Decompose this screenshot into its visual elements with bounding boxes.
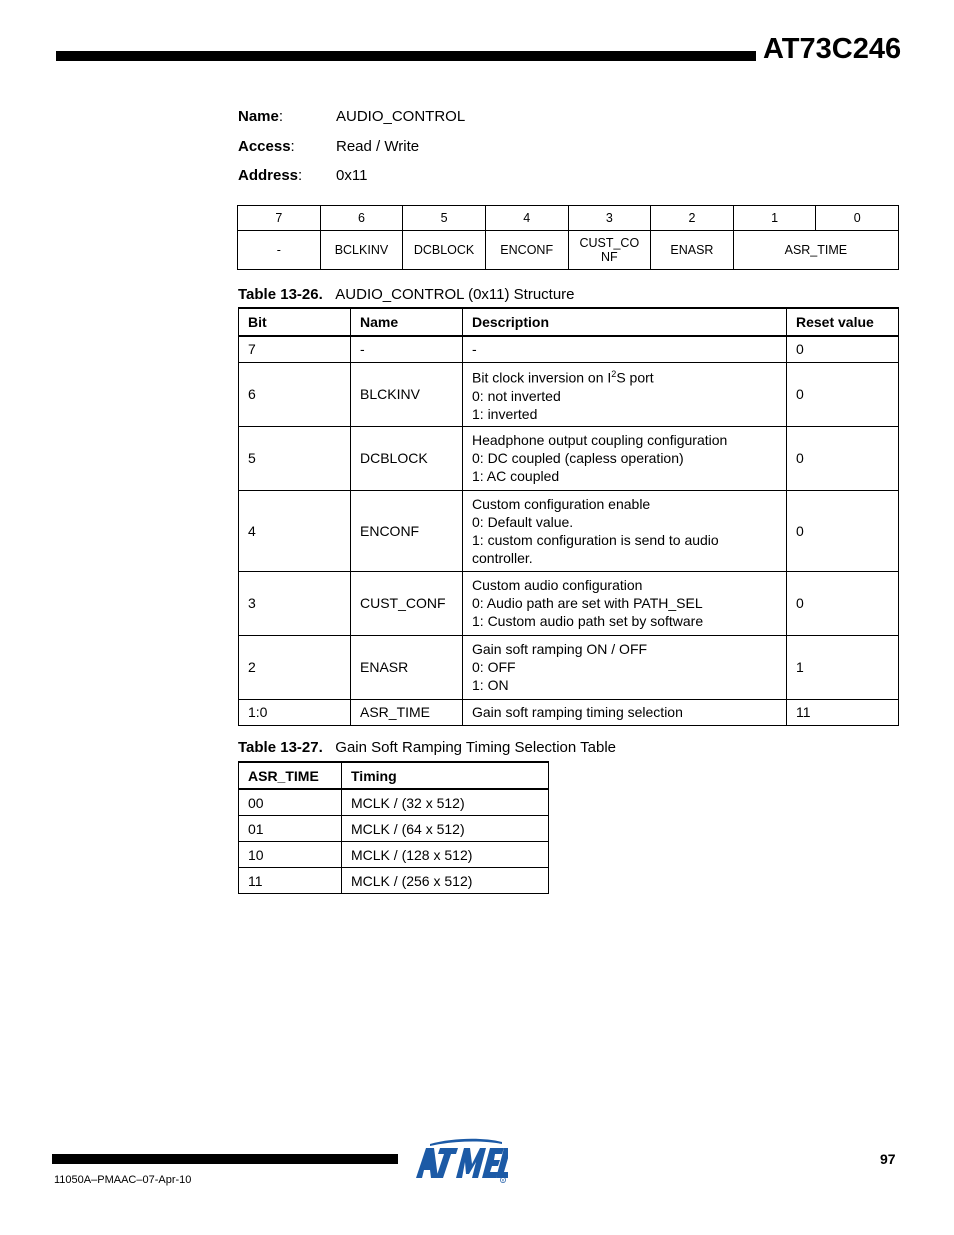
table-row — [239, 635, 899, 699]
bit-cell: 6 — [239, 362, 351, 426]
bit-cell: 4 — [239, 490, 351, 571]
name-cell: DCBLOCK — [351, 426, 463, 490]
description-line: 0: OFF — [472, 659, 516, 675]
bit-field: ENASR — [651, 231, 734, 270]
bit-cell: 7 — [239, 336, 351, 362]
table-title: Gain Soft Ramping Timing Selection Table — [335, 739, 616, 756]
table-caption — [238, 739, 616, 756]
bit-number: 5 — [403, 206, 486, 231]
table-row — [239, 699, 899, 725]
register-structure-table — [238, 307, 899, 726]
timing-cell: MCLK / (32 x 512) — [342, 789, 549, 816]
name-cell: ASR_TIME — [351, 699, 463, 725]
table-caption — [238, 286, 575, 303]
bit-number: 1 — [733, 206, 816, 231]
bit-field: - — [238, 231, 321, 270]
description-line: Gain soft ramping ON / OFF — [472, 641, 648, 657]
table-row — [239, 362, 899, 426]
code-cell: 10 — [239, 842, 342, 868]
table-row — [239, 868, 549, 894]
name-cell: ENASR — [351, 635, 463, 699]
description-cell — [463, 426, 787, 490]
header-rule — [56, 51, 756, 61]
bit-cell: 1:0 — [239, 699, 351, 725]
description-line: 1: Custom audio path set by software — [472, 613, 704, 629]
reset-cell: 0 — [787, 571, 899, 635]
description-line: 1: AC coupled — [472, 468, 560, 484]
timing-cell: MCLK / (128 x 512) — [342, 842, 549, 868]
name-value: AUDIO_CONTROL — [336, 108, 466, 125]
bit-number: 3 — [568, 206, 651, 231]
bit-number: 2 — [651, 206, 734, 231]
description-cell: - — [463, 336, 787, 362]
description-line: 0: Default value. — [472, 513, 574, 530]
bit-number: 7 — [238, 206, 321, 231]
bitmap-bit-row — [238, 206, 899, 231]
bit-field: BCLKINV — [320, 231, 403, 270]
timing-selection-table — [238, 761, 549, 894]
column-header: Timing — [342, 762, 549, 789]
timing-cell: MCLK / (256 x 512) — [342, 868, 549, 894]
bit-cell: 3 — [239, 571, 351, 635]
code-cell: 01 — [239, 816, 342, 842]
page-number: 97 — [880, 1151, 896, 1167]
column-header: Name — [351, 308, 463, 336]
bit-cell: 2 — [239, 635, 351, 699]
document-code: 11050A–PMAAC–07-Apr-10 — [54, 1174, 192, 1186]
bit-number: 6 — [320, 206, 403, 231]
description-cell — [463, 362, 787, 426]
table-row — [239, 336, 899, 362]
description-line: Headphone output coupling configuration — [472, 432, 728, 448]
reset-cell: 0 — [787, 490, 899, 571]
bit-number: 4 — [485, 206, 568, 231]
timing-cell: MCLK / (64 x 512) — [342, 816, 549, 842]
description-line: 0: DC coupled (capless operation) — [472, 450, 684, 466]
description-line: 1: custom configuration is send to audio controller. — [472, 531, 719, 566]
table-row — [239, 571, 899, 635]
bitmap-field-row — [238, 231, 899, 270]
table-number: Table 13-26. — [238, 286, 323, 303]
table-header-row — [239, 762, 549, 789]
table-row — [239, 490, 899, 571]
bit-field: DCBLOCK — [403, 231, 486, 270]
name-label: Name: — [238, 108, 284, 125]
description-line: Bit clock inversion on $I^2S$ port — [472, 369, 654, 386]
bit-cell: 5 — [239, 426, 351, 490]
document-title: AT73C246 — [763, 33, 902, 65]
description-cell — [463, 635, 787, 699]
bit-field: ASR_TIME — [733, 231, 898, 270]
table-row — [239, 816, 549, 842]
bit-number: 0 — [816, 206, 899, 231]
description-cell: Gain soft ramping timing selection — [463, 699, 787, 725]
column-header: ASR_TIME — [239, 762, 342, 789]
code-cell: 00 — [239, 789, 342, 816]
table-row — [239, 426, 899, 490]
description-line: Custom configuration enable — [472, 495, 651, 512]
table-row — [239, 842, 549, 868]
column-header: Bit — [239, 308, 351, 336]
register-bitmap-table — [237, 205, 899, 270]
reset-cell: 1 — [787, 635, 899, 699]
description-cell — [463, 571, 787, 635]
column-header: Description — [463, 308, 787, 336]
reset-cell: 0 — [787, 426, 899, 490]
footer-rule — [52, 1154, 398, 1164]
reset-cell: 0 — [787, 336, 899, 362]
address-value: 0x11 — [336, 167, 368, 184]
svg-text:R: R — [501, 1178, 505, 1183]
description-line: 1: ON — [472, 677, 509, 693]
description-line: 1: inverted — [472, 405, 538, 422]
access-value: Read / Write — [336, 138, 420, 155]
name-cell: BLCKINV — [351, 362, 463, 426]
description-line: 0: not inverted — [472, 387, 561, 404]
name-cell: - — [351, 336, 463, 362]
bit-field: CUST_CO NF — [568, 231, 651, 270]
table-row — [239, 789, 549, 816]
description-line: Custom audio configuration — [472, 577, 643, 593]
table-title: AUDIO_CONTROL (0x11) Structure — [335, 286, 575, 303]
table-header-row — [239, 308, 899, 336]
bit-field: ENCONF — [485, 231, 568, 270]
atmel-logo-icon — [412, 1136, 508, 1184]
description-line: 0: Audio path are set with PATH_SEL — [472, 595, 703, 611]
description-cell — [463, 490, 787, 571]
table-number: Table 13-27. — [238, 739, 323, 756]
reset-cell: 11 — [787, 699, 899, 725]
column-header: Reset value — [787, 308, 899, 336]
reset-cell: 0 — [787, 362, 899, 426]
name-cell: ENCONF — [351, 490, 463, 571]
name-cell: CUST_CONF — [351, 571, 463, 635]
access-label: Access: — [238, 138, 295, 155]
address-label: Address: — [238, 167, 303, 184]
code-cell: 11 — [239, 868, 342, 894]
